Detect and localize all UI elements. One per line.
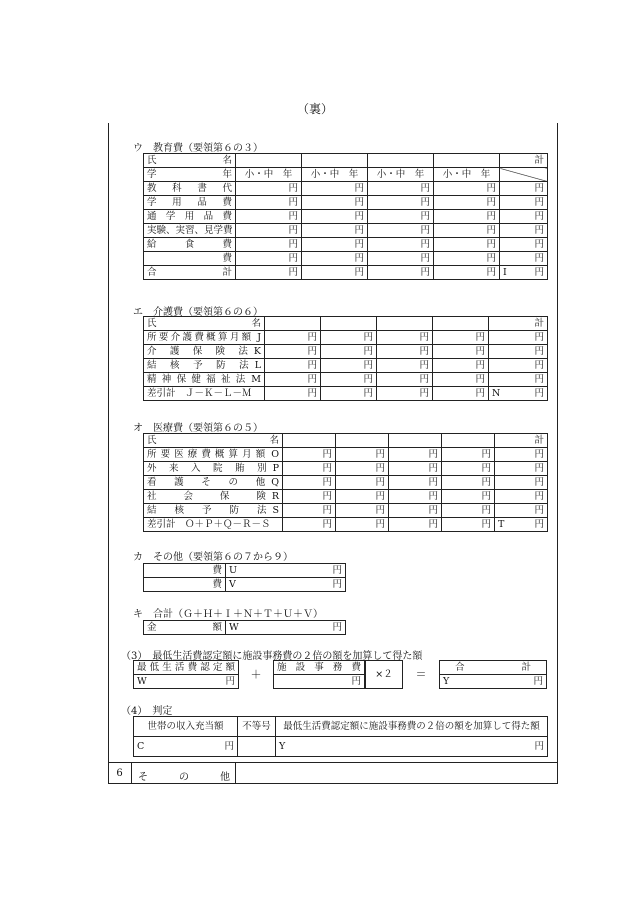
data-cell: 円: [368, 224, 434, 238]
section3-heading: （3） 最低生活費認定額に施設事務費の２倍の額を加算して得た額: [121, 651, 423, 662]
data-cell: 円: [283, 504, 336, 518]
times-two-box: [365, 660, 403, 689]
data-cell: 円: [433, 345, 489, 359]
total-cell: 円: [489, 331, 548, 345]
data-cell: 円: [389, 490, 442, 504]
min-plus-facility-header: 最低生活費認定額に施設事務費の２倍の額を加算して得た額: [276, 717, 548, 737]
e-row: [144, 373, 548, 387]
data-cell: 円: [434, 238, 500, 252]
data-cell: 円: [302, 196, 368, 210]
inequality-cell: [238, 737, 276, 757]
u-row: [144, 238, 548, 252]
data-cell: 円: [321, 345, 377, 359]
e-row: [144, 331, 548, 345]
u-row: [144, 182, 548, 196]
total-cell: 計: [495, 434, 548, 448]
min-living-header: 最低生活費認定額: [134, 661, 239, 675]
data-cell: 円: [283, 448, 336, 462]
data-cell: 円: [442, 448, 495, 462]
total-cell: 円: [500, 252, 548, 266]
data-cell: 円: [265, 387, 321, 401]
care-table: [143, 316, 548, 401]
row-label: 差引計 Ｏ＋Ｐ＋Ｑ－Ｒ－Ｓ: [144, 518, 283, 532]
total-cell: 円: [500, 182, 548, 196]
total-table: [143, 620, 346, 635]
data-cell: 円: [368, 266, 434, 280]
sum-cell: Y 円: [440, 675, 547, 689]
o-row: [144, 518, 548, 532]
total-amount-label: 金 額: [144, 621, 226, 635]
data-cell: 円: [442, 476, 495, 490]
data-cell: [433, 317, 489, 331]
data-cell: [434, 154, 500, 168]
o-row: [144, 476, 548, 490]
data-cell: 円: [236, 266, 302, 280]
section6-number-separator: [131, 762, 132, 784]
data-cell: 円: [434, 266, 500, 280]
total-cell: 円: [489, 345, 548, 359]
data-cell: 円: [377, 387, 433, 401]
facility-cost-table: [273, 660, 365, 689]
total-cell: 円: [495, 462, 548, 476]
e-row: [144, 345, 548, 359]
data-cell: 円: [336, 462, 389, 476]
equals-operator: ＝: [415, 668, 427, 681]
total-cell: 円: [495, 448, 548, 462]
data-cell: 円: [265, 345, 321, 359]
total-heading: キ 合計（Ｇ＋Ｈ＋Ｉ＋Ｎ＋Ｔ＋Ｕ＋Ｖ）: [133, 609, 323, 620]
data-cell: 円: [377, 345, 433, 359]
total-amount-cell: W 円: [226, 621, 346, 635]
data-cell: 円: [283, 462, 336, 476]
data-cell: 円: [283, 490, 336, 504]
row-label: 所要介護費概算月額 J: [144, 331, 265, 345]
data-cell: [321, 317, 377, 331]
data-cell: 円: [302, 252, 368, 266]
data-cell: 円: [236, 196, 302, 210]
total-cell: 計: [500, 154, 548, 168]
data-cell: 小・中 年: [236, 168, 302, 182]
row-label: 学 年: [144, 168, 236, 182]
e-row: [144, 317, 548, 331]
data-cell: 円: [302, 182, 368, 196]
row-label: 介護保険法 K: [144, 345, 265, 359]
data-cell: 円: [236, 252, 302, 266]
data-cell: 円: [433, 373, 489, 387]
data-cell: 円: [283, 518, 336, 532]
education-heading: ウ 教育費（要領第６の３）: [133, 143, 263, 154]
data-cell: 円: [236, 238, 302, 252]
other-heading: カ その他（要領第６の７から９）: [133, 552, 293, 563]
data-cell: 円: [389, 518, 442, 532]
other-value-cell: U 円: [226, 564, 346, 578]
total-cell: 円: [500, 238, 548, 252]
income-header: 世帯の収入充当額: [134, 717, 238, 737]
care-heading: エ 介護費（要領第６の６）: [133, 307, 263, 318]
data-cell: 円: [389, 504, 442, 518]
total-cell: 円: [500, 224, 548, 238]
min-living-table: [133, 660, 239, 689]
data-cell: 円: [336, 518, 389, 532]
data-cell: 円: [434, 252, 500, 266]
data-cell: 円: [434, 196, 500, 210]
total-cell: T 円: [495, 518, 548, 532]
row-label: 費: [144, 252, 236, 266]
data-cell: 円: [442, 490, 495, 504]
row-label: 学用品費: [144, 196, 236, 210]
data-cell: 円: [302, 210, 368, 224]
plus-operator: ＋: [250, 668, 262, 681]
min-living-cell: W 円: [134, 675, 239, 689]
data-cell: 円: [368, 196, 434, 210]
total-cell: 円: [495, 504, 548, 518]
row-label: 社会保険 R: [144, 490, 283, 504]
u-row: [144, 196, 548, 210]
data-cell: 円: [321, 359, 377, 373]
row-label: 看護その他 Q: [144, 476, 283, 490]
total-cell: 円: [489, 373, 548, 387]
row-label: 実験、実習、見学費: [144, 224, 236, 238]
times-two-operator: ×２: [366, 661, 403, 689]
page-title: （裏）: [296, 102, 333, 116]
row-label: 氏 名: [144, 154, 236, 168]
total-cell: 円: [489, 359, 548, 373]
other-value-cell: V 円: [226, 578, 346, 592]
data-cell: 小・中 年: [434, 168, 500, 182]
e-row: [144, 359, 548, 373]
section6-divider: [108, 762, 558, 763]
row-label: 結核予防法 S: [144, 504, 283, 518]
total-cell: 円: [495, 490, 548, 504]
u-row: [144, 154, 548, 168]
data-cell: 円: [442, 518, 495, 532]
total-cell: N 円: [489, 387, 548, 401]
data-cell: 円: [302, 224, 368, 238]
data-cell: 円: [236, 210, 302, 224]
row-label: 通学用品費: [144, 210, 236, 224]
row-label: 結核予防法 L: [144, 359, 265, 373]
data-cell: 円: [321, 387, 377, 401]
section6-number: 6: [116, 768, 123, 779]
facility-cost-cell: 円: [274, 675, 365, 689]
facility-cost-header: 施設事務費: [274, 661, 365, 675]
data-cell: 円: [302, 238, 368, 252]
row-label: 合 計: [144, 266, 236, 280]
row-label: 所要医療費概算月額 O: [144, 448, 283, 462]
data-cell: 円: [377, 331, 433, 345]
sum-header: 合 計: [440, 661, 547, 675]
data-cell: 円: [336, 476, 389, 490]
data-cell: 円: [265, 373, 321, 387]
data-cell: 円: [433, 331, 489, 345]
sum-table: [439, 660, 547, 689]
u-row: [144, 252, 548, 266]
data-cell: 小・中 年: [368, 168, 434, 182]
data-cell: 円: [368, 210, 434, 224]
data-cell: 円: [302, 266, 368, 280]
data-cell: [283, 434, 336, 448]
o-row: [144, 448, 548, 462]
data-cell: 小・中 年: [302, 168, 368, 182]
data-cell: 円: [442, 504, 495, 518]
total-cell-slashed: [500, 168, 548, 182]
income-cell: C 円: [134, 737, 238, 757]
data-cell: 円: [265, 331, 321, 345]
other-label: 費: [144, 578, 226, 592]
o-row: [144, 462, 548, 476]
data-cell: 円: [336, 504, 389, 518]
data-cell: 円: [283, 476, 336, 490]
row-label: 外来入院賄別 P: [144, 462, 283, 476]
u-row: [144, 266, 548, 280]
data-cell: 円: [321, 331, 377, 345]
data-cell: 円: [434, 210, 500, 224]
other-label: 費: [144, 564, 226, 578]
total-cell: 円: [495, 476, 548, 490]
data-cell: 円: [368, 238, 434, 252]
data-cell: 円: [336, 490, 389, 504]
data-cell: 円: [433, 387, 489, 401]
data-cell: [336, 434, 389, 448]
row-label: 差引計 Ｊ－Ｋ－Ｌ－Ｍ: [144, 387, 265, 401]
data-cell: [389, 434, 442, 448]
section6-label: そ の 他: [138, 772, 230, 783]
o-row: [144, 490, 548, 504]
o-row: [144, 504, 548, 518]
data-cell: 円: [434, 224, 500, 238]
data-cell: 円: [368, 252, 434, 266]
data-cell: 円: [236, 182, 302, 196]
data-cell: 円: [389, 476, 442, 490]
medical-heading: オ 医療費（要領第６の５）: [133, 423, 263, 434]
data-cell: 円: [389, 462, 442, 476]
data-cell: 円: [433, 359, 489, 373]
row-label: 氏 名: [144, 317, 265, 331]
medical-table: [143, 433, 548, 532]
data-cell: [302, 154, 368, 168]
data-cell: [377, 317, 433, 331]
other-table: [143, 563, 346, 592]
data-cell: 円: [336, 448, 389, 462]
inequality-header: 不等号: [238, 717, 276, 737]
o-row: [144, 434, 548, 448]
data-cell: 円: [442, 462, 495, 476]
u-row: [144, 210, 548, 224]
data-cell: 円: [236, 224, 302, 238]
data-cell: 円: [434, 182, 500, 196]
section4-heading: （4） 判定: [121, 706, 173, 717]
row-label: 教科書代: [144, 182, 236, 196]
data-cell: 円: [265, 359, 321, 373]
other-row: [144, 578, 346, 592]
total-cell: 円: [500, 196, 548, 210]
min-plus-facility-cell: Y 円: [276, 737, 548, 757]
total-cell: 円: [500, 210, 548, 224]
total-cell: 計: [489, 317, 548, 331]
judgement-table: [133, 716, 548, 757]
data-cell: 円: [377, 359, 433, 373]
u-row: [144, 168, 548, 182]
e-row: [144, 387, 548, 401]
data-cell: 円: [389, 448, 442, 462]
row-label: 給 食 費: [144, 238, 236, 252]
data-cell: [368, 154, 434, 168]
data-cell: 円: [377, 373, 433, 387]
section6-label-separator: [235, 762, 236, 784]
data-cell: 円: [321, 373, 377, 387]
row-label: 氏 名: [144, 434, 283, 448]
education-table: [143, 153, 548, 280]
row-label: 精神保健福祉法 M: [144, 373, 265, 387]
u-row: [144, 224, 548, 238]
data-cell: [442, 434, 495, 448]
data-cell: [265, 317, 321, 331]
data-cell: 円: [368, 182, 434, 196]
data-cell: [236, 154, 302, 168]
total-cell: I 円: [500, 266, 548, 280]
other-row: [144, 564, 346, 578]
